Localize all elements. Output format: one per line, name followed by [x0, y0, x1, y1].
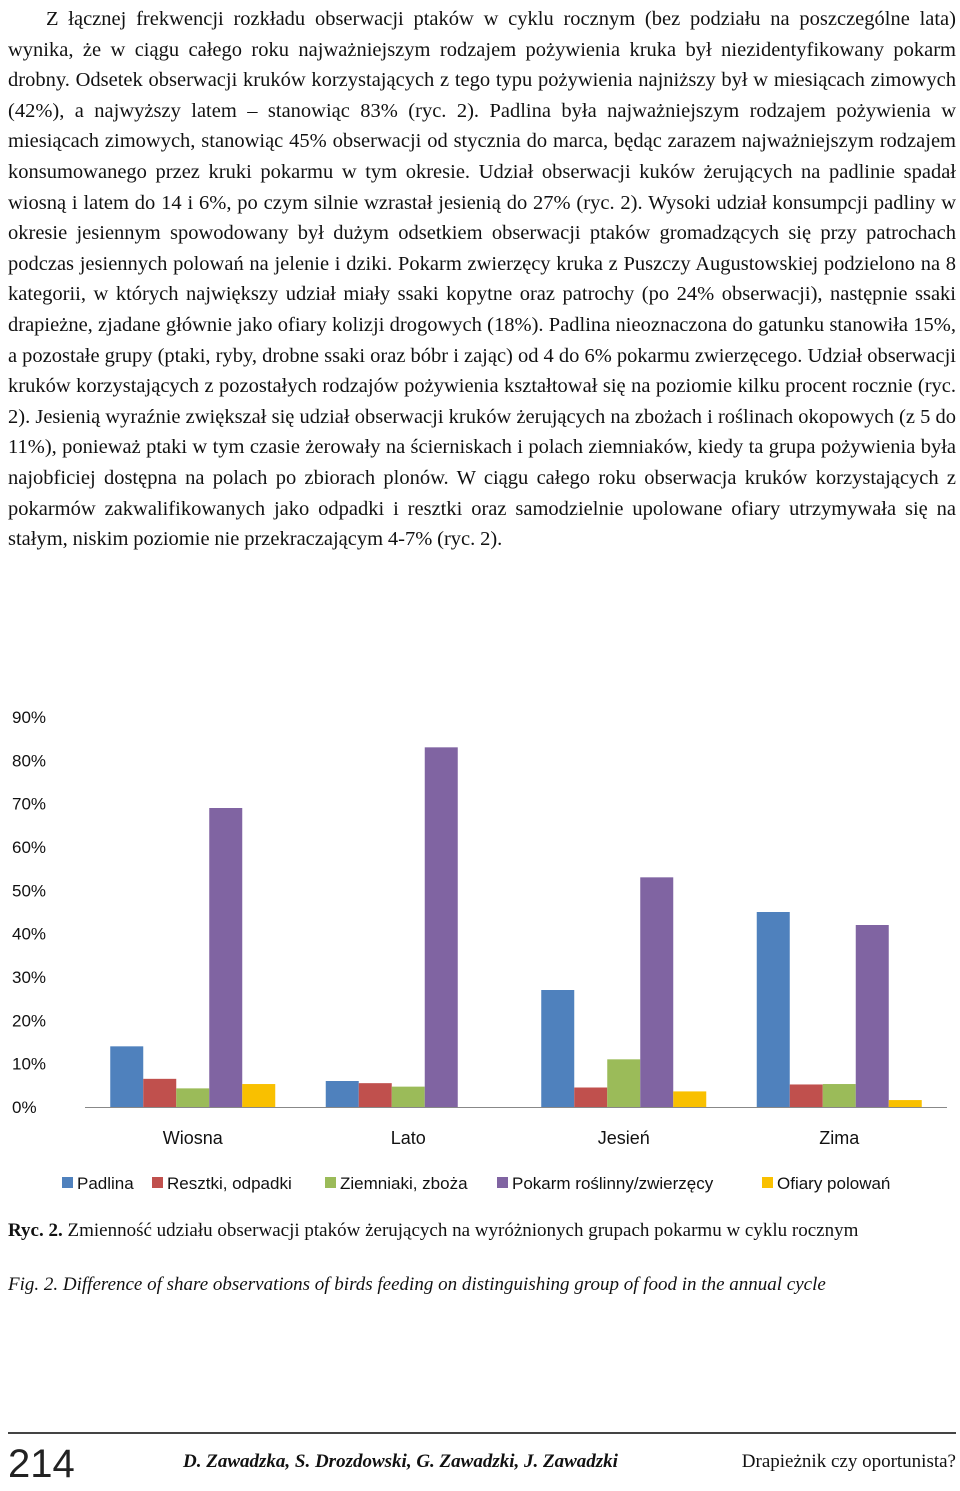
bar-wiosna-0 — [110, 1046, 143, 1107]
bar-jesień-0 — [541, 990, 574, 1107]
y-tick-label: 20% — [12, 1011, 47, 1031]
bar-wiosna-1 — [143, 1079, 176, 1107]
y-tick-label: 0% — [12, 1098, 37, 1117]
bar-zima-0 — [757, 912, 790, 1107]
bar-jesień-1 — [574, 1088, 607, 1108]
legend-label: Ziemniaki, zboża — [340, 1174, 468, 1193]
y-tick-label: 90% — [12, 708, 47, 727]
legend-swatch — [325, 1177, 336, 1188]
legend-label: Resztki, odpadki — [167, 1174, 292, 1193]
y-tick-label: 30% — [12, 968, 47, 987]
legend-swatch — [497, 1177, 508, 1188]
figure-caption-en: Fig. 2. Difference of share observations of birds feeding on distinguishing group of food in the annual cycle — [8, 1274, 826, 1295]
y-tick-label: 50% — [12, 881, 47, 901]
y-tick-label: 80% — [12, 751, 47, 771]
x-tick-label: Lato — [390, 1128, 426, 1148]
y-axis-labels — [12, 708, 46, 1117]
body-text — [8, 4, 956, 555]
y-tick-label: 60% — [12, 838, 47, 857]
x-tick-label: Zima — [819, 1128, 860, 1148]
y-tick-label: 10% — [12, 1054, 47, 1074]
bar-wiosna-2 — [176, 1088, 209, 1107]
legend-label: Pokarm roślinny/zwierzęcy — [512, 1174, 714, 1193]
footer-running-title: Drapieżnik czy oportunista? — [741, 1451, 956, 1472]
legend — [62, 1174, 890, 1193]
bar-jesień-4 — [673, 1091, 706, 1107]
page-number: 214 — [8, 1442, 75, 1486]
x-tick-label: Wiosna — [162, 1128, 223, 1148]
bar-chart — [0, 700, 960, 1210]
bar-lato-2 — [392, 1087, 425, 1107]
x-tick-label: Jesień — [597, 1128, 650, 1148]
bar-wiosna-4 — [242, 1084, 275, 1107]
x-axis-labels — [163, 1128, 861, 1148]
bar-lato-3 — [425, 747, 458, 1107]
bar-lato-1 — [359, 1083, 392, 1107]
figure-caption-pl — [8, 1218, 956, 1243]
bar-zima-3 — [856, 925, 889, 1107]
body-paragraph: Z łącznej frekwencji rozkładu obserwacji ptaków w cyklu rocznym (bez podziału na poszczególne lata) wynika, że w ciągu całego roku najważniejszym rodzajem pożywienia kruka był niezidentyfikowany pokarm drobny. Odsetek obserwacji kruków korzystających z tego typu pożywienia najniższy był w miesiącach zimowych (42%), a najwyższy latem – stanowiąc 83% (ryc. 2). Padlina była najważniejszym rodzajem pożywienia w miesiącach zimowych, stanowiąc 45% obserwacji od stycznia do marca, będąc zarazem najważniejszym rodzajem konsumowanego przez kruki pokarmu w tym okresie. Udział obserwacji kuków żerujących na padlinie spadał wiosną i latem do 14 i 6%, po czym silnie wzrastał jesienią do 27% (ryc. 2). Wysoki udział konsumpcji padliny w okresie jesiennym spowodowany był dużym odsetkiem obserwacji ptaków gromadzących się przy patrochach podczas jesiennych polowań na jelenie i dziki. Pokarm zwierzęcy kruka z Puszczy Augustowskiej podzielono na 8 kategorii, w których największy udział miały ssaki kopytne oraz patrochy (po 24% obserwacji), następnie ssaki drapieżne, zjadane głównie jako ofiary kolizji drogowych (18%). Padlina nieoznaczona do gatunku stanowiła 15%, a pozostałe grupy (ptaki, ryby, drobne ssaki oraz bóbr i zając) od 4 do 6% pokarmu zwierzęcego. Udział obserwacji kruków korzystających z pozostałych rodzajów pożywienia kształtował się na poziomie kilku procent rocznie (ryc. 2). Jesienią wyraźnie zwiększał się udział obserwacji kruków żerujących na zbożach i roślinach okopowych (z 5 do 11%), ponieważ ptaki w tym czasie żerowały na ścierniskach i polach ziemniaków, kiedy ta grupa pożywienia była najobficiej dostępna na polach po zbiorach plonów. W ciągu całego roku obserwacja kruków korzystających z pokarmów zakwalifikowanych jako odpadki i resztki oraz samodzielnie upolowane ofiary utrzymywała się na stałym, niskim poziomie nie przekraczającym 4-7% (ryc. 2). — [8, 8, 956, 551]
legend-label: Padlina — [77, 1174, 134, 1193]
figure-caption-pl-text: Zmienność udziału obserwacji ptaków żerujących na wyróżnionych grupach pokarmu w cyklu rocznym — [62, 1220, 859, 1241]
bars — [110, 747, 922, 1107]
bar-lato-0 — [326, 1081, 359, 1107]
legend-swatch — [62, 1177, 73, 1188]
bar-zima-1 — [790, 1084, 823, 1107]
figure-label: Ryc. 2. — [8, 1220, 63, 1241]
bar-zima-4 — [889, 1100, 922, 1107]
footer-authors: D. Zawadzka, S. Drozdowski, G. Zawadzki, J. Zawadzki — [183, 1451, 618, 1472]
bar-zima-2 — [823, 1084, 856, 1107]
y-tick-label: 70% — [12, 794, 47, 814]
legend-swatch — [152, 1177, 163, 1188]
footer-rule — [8, 1432, 956, 1434]
bar-jesień-3 — [640, 877, 673, 1107]
legend-swatch — [762, 1177, 773, 1188]
legend-label: Ofiary polowań — [777, 1174, 891, 1193]
bar-wiosna-3 — [209, 808, 242, 1107]
bar-jesień-2 — [607, 1059, 640, 1107]
y-tick-label: 40% — [12, 924, 47, 944]
